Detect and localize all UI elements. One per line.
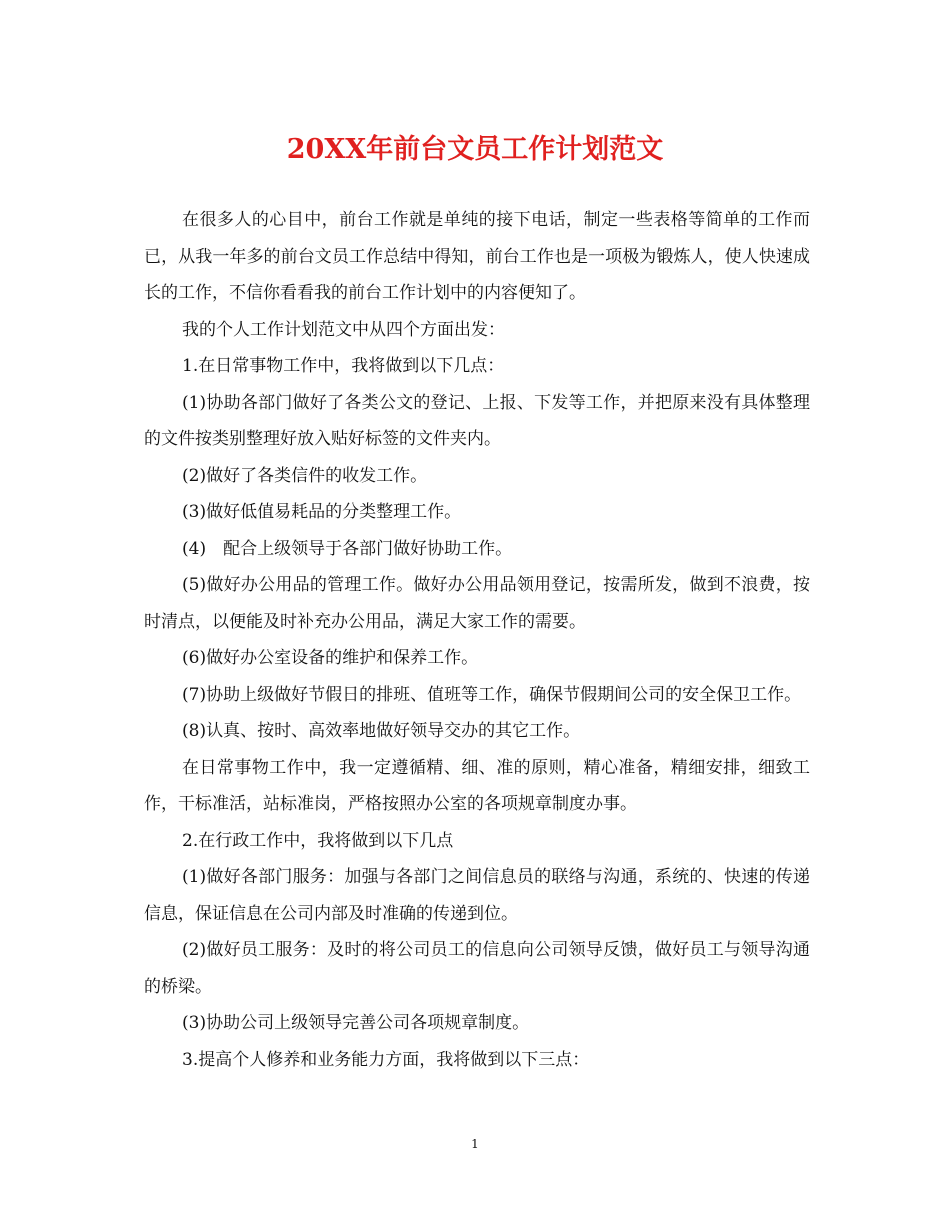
list-item: (4) 配合上级领导于各部门做好协助工作。 [182, 538, 513, 559]
list-item: (1)做好各部门服务：加强与各部门之间信息员的联络与沟通，系统的、快速的传递信息，保证信息在公司内部及时准确的传递到位。 [144, 867, 810, 924]
list-item: (2)做好了各类信件的收发工作。 [182, 465, 428, 486]
paragraph-summary: 在日常事物工作中，我一定遵循精、细、准的原则，精心准备，精细安排，细致工作，干标准活，站标准岗，严格按照办公室的各项规章制度办事。 [144, 757, 810, 814]
list-item: (3)做好低值易耗品的分类整理工作。 [182, 502, 462, 522]
list-item: (8)认真、按时、高效率地做好领导交办的其它工作。 [182, 721, 581, 741]
list-item: (5)做好办公用品的管理工作。做好办公用品领用登记，按需所发，做到不浪费，按时清点，以便能及时补充办公用品，满足大家工作的需要。 [144, 575, 810, 632]
list-item: (3)协助公司上级领导完善公司各项规章制度。 [182, 1013, 530, 1033]
section-heading-1: 1.在日常事物工作中，我将做到以下几点： [182, 356, 505, 376]
section-heading-3: 3.提高个人修养和业务能力方面，我将做到以下三点： [182, 1049, 590, 1070]
paragraph-intro: 在很多人的心目中，前台工作就是单纯的接下电话，制定一些表格等简单的工作而已，从我一年多的前台文员工作总结中得知，前台工作也是一项极为锻炼人，使人快速成长的工作，不信你看看我的前台工作计划中的内容便知了。 [144, 210, 810, 303]
page-number: 1 [471, 1137, 479, 1151]
list-item: (1)协助各部门做好了各类公文的登记、上报、下发等工作，并把原来没有具体整理的文件按类别整理好放入贴好标签的文件夹内。 [144, 392, 810, 449]
list-item: (7)协助上级做好节假日的排班、值班等工作，确保节假期间公司的安全保卫工作。 [182, 684, 802, 705]
list-item: (2)做好员工服务：及时的将公司员工的信息向公司领导反馈，做好员工与领导沟通的桥梁。 [144, 940, 810, 997]
page-title: 20XX年前台文员工作计划范文 [286, 134, 664, 165]
document-body [144, 202, 810, 1078]
paragraph-overview: 我的个人工作计划范文中从四个方面出发： [182, 319, 505, 340]
list-item: (6)做好办公室设备的维护和保养工作。 [182, 648, 479, 668]
section-heading-2: 2.在行政工作中，我将做到以下几点 [182, 830, 454, 851]
